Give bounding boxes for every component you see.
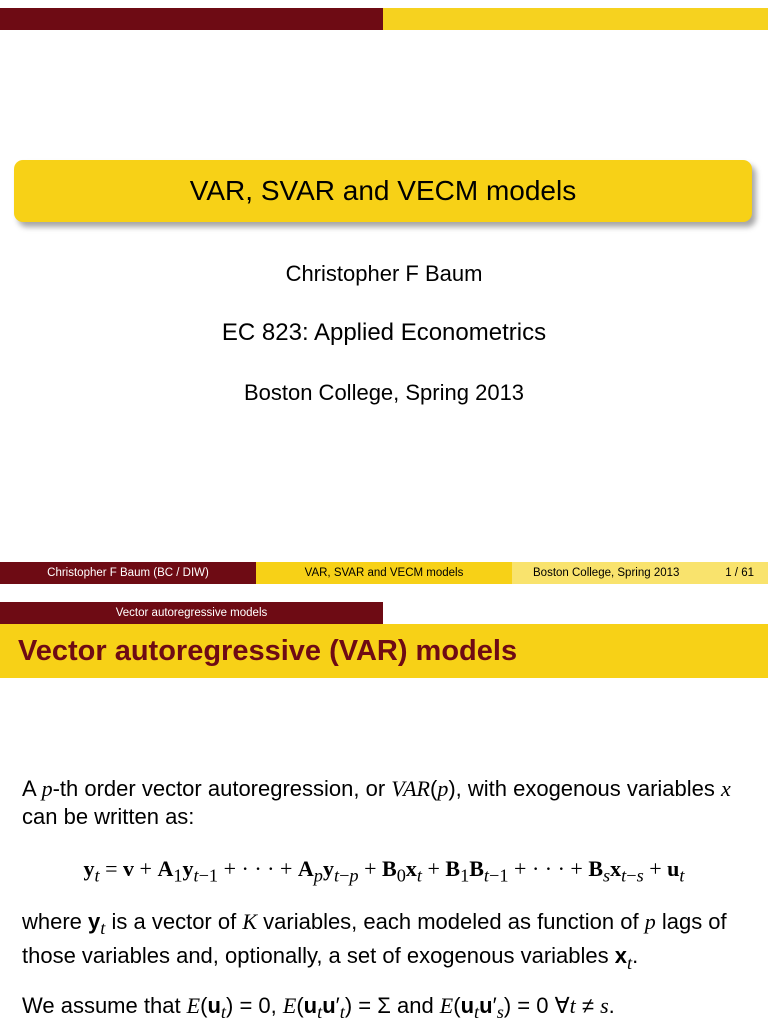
slide-footer (0, 562, 768, 584)
top-navigation-bar (0, 8, 768, 30)
slide-title: VAR, SVAR and VECM models (189, 175, 577, 206)
var-equation: $y_t = v + A_1y_{t-1}$ + · · · + $A_py_{t-p} + B_0x_t + B_1B_{t-1}$ + · · · + $B_sx_{t-s} + u_t$ (83, 856, 685, 886)
frame-title-text: Vector autoregressive (VAR) models (18, 634, 518, 667)
footer-title: VAR, SVAR and VECM models (256, 562, 512, 584)
frame-title (0, 624, 768, 678)
paragraph-var-definition: A p-th order vector autoregression, or VAR(p), with exogenous variables x can be written as: (22, 776, 731, 829)
footer-institution: Boston College, Spring 2013 (533, 567, 680, 579)
page-number: 1 / 61 (725, 567, 754, 579)
paragraph-where: where $y_t$ is a vector of K variables, each modeled as function of p lags of those variables and, optionally, a set of exogenous variables $x_t$. (22, 909, 727, 973)
section-nav-label[interactable]: Vector autoregressive models (0, 602, 383, 624)
section-nav-empty (383, 602, 768, 624)
paragraph-assumptions: We assume that $E(u_t) = 0$, $E(u_tu'_t) = \Sigma$ and $E(u_tu'_s) = 0$ ∀t ≠ s. (22, 993, 615, 1023)
top-bar-right (383, 8, 768, 30)
slide-title-box (14, 160, 752, 222)
course-name: EC 823: Applied Econometrics (221, 319, 547, 346)
institution-date: Boston College, Spring 2013 (243, 380, 525, 405)
footer-author: Christopher F Baum (BC / DIW) (0, 562, 256, 584)
author-name: Christopher F Baum (285, 261, 483, 286)
footer-right (512, 562, 768, 584)
top-bar-left (0, 8, 383, 30)
